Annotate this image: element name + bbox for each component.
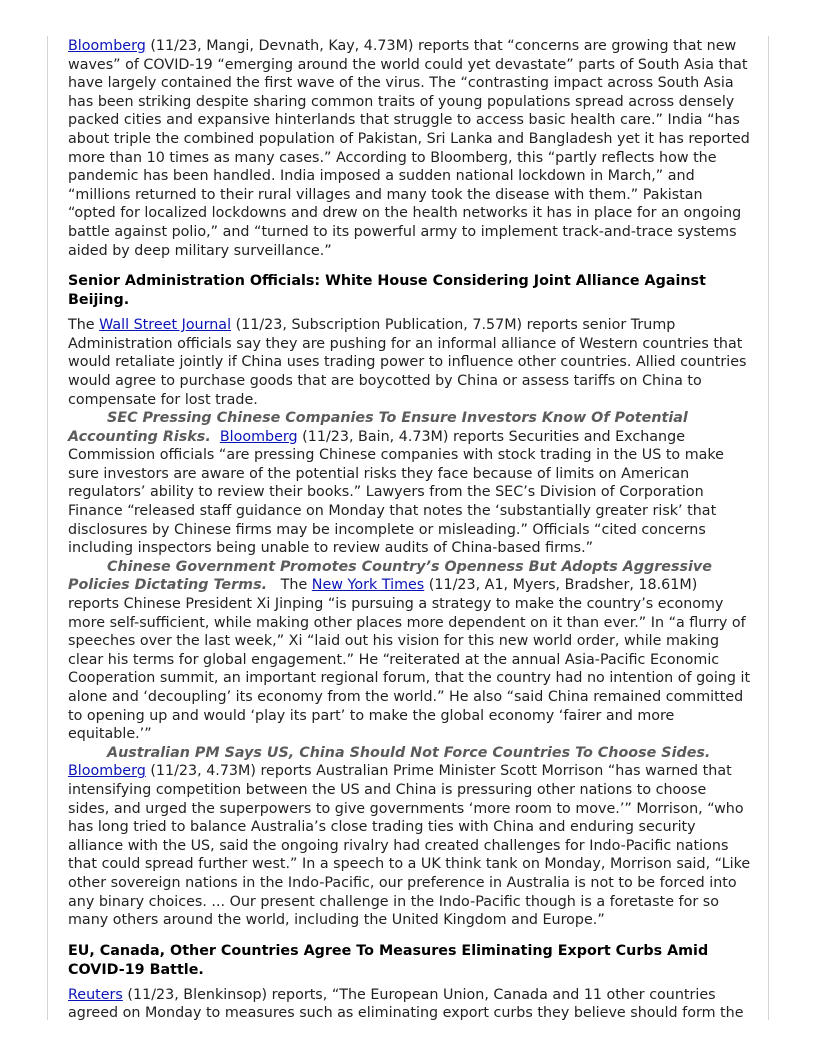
source-link-new-york-times[interactable]: New York Times (311, 577, 425, 594)
article-lead-title: Australian PM Says US, China Should Not Force Countries To Choose Sides. (107, 744, 711, 761)
source-link-bloomberg[interactable]: Bloomberg (68, 38, 146, 54)
article-sec-chinese-companies (68, 409, 752, 558)
article-spacer (211, 429, 220, 445)
headline-export-curbs: EU, Canada, Other Countries Agree To Measures Eliminating Export Curbs Amid COVID-19 Battle. (68, 942, 709, 978)
article-body: (11/23, 4.73M) reports Australian Prime Minister Scott Morrison “has warned that intensifying competition between the US and China is pressuring other nations to choose sides, and urged the superpowers to give governments ‘more room to move.’” Morrison, “who has long tried to balance Australia’s close trading ties with China and enduring security alliance with the US, said the ongoing rivalry had created challenges for Indo-Pacific nations that could spread further west.” In a speech to a UK think tank on Monday, Morrison said, “Like other sovereign nations in the Indo-Pacific, our preference in Australia is not to be forced into any binary choices. ... Our present challenge in the Indo-Pacific though is a foretaste for so many others around the world, including the United Kingdom and Europe.” (68, 763, 751, 929)
source-link-reuters[interactable]: Reuters (68, 986, 123, 1003)
left-margin-rule (47, 36, 48, 1020)
article-lead-title: Chinese Government Promotes Country’s Openness But Adopts Aggressive Policies Dictating Terms. (68, 558, 712, 594)
news-briefing-content (68, 37, 752, 1023)
headline-joint-alliance: Senior Administration Officials: White House Considering Joint Alliance Against Beijing. (68, 273, 706, 309)
source-link-bloomberg[interactable]: Bloomberg (68, 763, 146, 780)
article-body: (11/23, Mangi, Devnath, Kay, 4.73M) reports that “concerns are growing that new waves” of COVID-19 “emerging around the world could yet devastate” parts of South Asia that have largely contained the first wave of the virus. The “contrasting impact across South Asia has been striking despite sharing common traits of young populations spread across densely packed cities and expansive hinterlands that struggle to access basic health care.” India “has about triple the combined population of Pakistan, Sri Lanka and Bangladesh yet it has reported more than 10 times as many cases.” According to Bloomberg, this “partly reflects how the pandemic has been handled. India imposed a sudden national lockdown in March,” and “millions returned to their rural villages and many took the disease with them.” Pakistan “opted for localized lockdowns and drew on the health networks it has in place for an ongoing battle against polio,” and “turned to its powerful army to implement track-and-trace systems aided by deep military surveillance.” (68, 38, 750, 259)
article-south-asia-covid (68, 37, 752, 260)
article-china-openness (68, 558, 752, 744)
article-lead-title: SEC Pressing Chinese Companies To Ensure Investors Know Of Potential Accounting Risks. (68, 410, 688, 445)
article-prefix: The (267, 577, 312, 594)
article-body: (11/23, Blenkinsop) reports, “The European Union, Canada and 11 other countries agreed on Monday to measures such as eliminating export curbs they believe should form the (68, 986, 744, 1022)
article-australia-pm (68, 744, 752, 930)
article-prefix: The (68, 317, 100, 334)
article-export-curbs (68, 986, 752, 1023)
article-joint-alliance (68, 316, 752, 409)
article-body: (11/23, Bain, 4.73M) reports Securities and Exchange Commission officials “are pressing Chinese companies with stock trading in the US to make sure investors are aware of the potential risks they face because of limits on American regulators’ ability to review their books.” Lawyers from the SEC’s Division of Corporation Finance “released staff guidance on Monday that notes the ‘substantially greater risk’ that disclosures by Chinese firms may be incomplete or misleading.” Officials “cited concerns including inspectors being unable to review audits of China-based firms.” (68, 428, 724, 557)
source-link-wall-street-journal[interactable]: Wall Street Journal (99, 317, 232, 334)
article-body: (11/23, A1, Myers, Bradsher, 18.61M) reports Chinese President Xi Jinping “is pursuing a strategy to make the country’s economy more self-sufficient, while making other places more dependent on it than ever.” In “a flurry of speeches over the last week,” Xi “laid out his vision for this new world order, while making clear his terms for global engagement.” He “reiterated at the annual Asia-Pacific Economic Cooperation summit, an important regional forum, that the country had no intention of going it alone and ‘decoupling’ its economy from the world.” He also “said China remained committed to opening up and would ‘play its part’ to make the global economy ‘fairer and more equitable.’” (68, 577, 751, 743)
article-body: (11/23, Subscription Publication, 7.57M) reports senior Trump Administration officials say they are pushing for an informal alliance of Western countries that would retaliate jointly if China uses trading power to influence other countries. Allied countries would agree to purchase goods that are boycotted by China or assess tariffs on China to compensate for lost trade. (68, 317, 747, 408)
source-link-bloomberg[interactable]: Bloomberg (219, 428, 298, 445)
right-margin-rule (768, 36, 769, 1020)
